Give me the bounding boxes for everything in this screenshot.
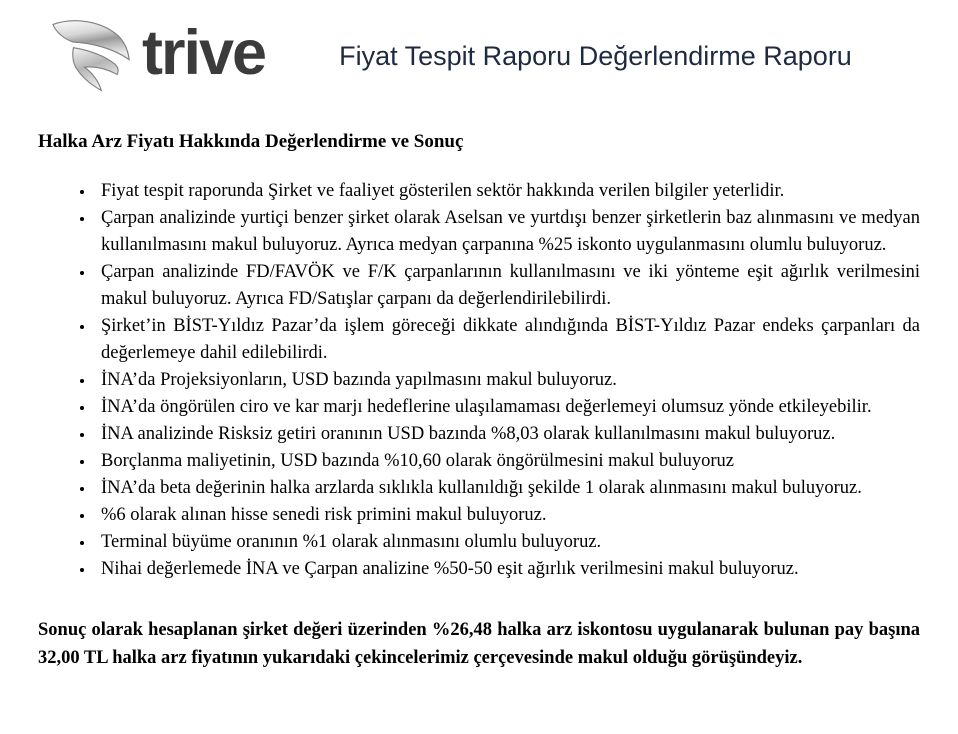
section-heading: Halka Arz Fiyatı Hakkında Değerlendirme ve Sonuç [38,131,464,152]
bullet-item: • Çarpan analizinde yurtiçi benzer şirket olarak Aselsan ve yurtdışı benzer şirketlerin baz alınmasını ve medyan kullanılmasını makul buluyoruz. Ayrıca medyan çarpanına %25 iskonto uygulanmasını olumlu buluyoruz. [95,205,920,259]
bullet-item: • İNA analizinde Risksiz getiri oranının USD bazında %8,03 olarak kullanılmasını makul buluyoruz. [95,421,920,448]
conclusion-paragraph: Sonuç olarak hesaplanan şirket değeri üzerinden %26,48 halka arz iskontosu uygulanarak bulunan pay başına 32,00 TL halka arz fiyatının yukarıdaki çekincelerimiz çerçevesinde makul olduğu görüşündeyiz. [38,620,920,668]
bullet-item: • Şirket’in BİST-Yıldız Pazar’da işlem göreceği dikkate alındığında BİST-Yıldız Pazar endeks çarpanları da değerlemeye dahil edilebilirdi. [95,313,920,367]
bullet-item: • İNA’da öngörülen ciro ve kar marjı hedeflerine ulaşılamaması değerlemeyi olumsuz yönde etkileyebilir. [95,394,920,421]
document-title: Fiyat Tespit Raporu Değerlendirme Raporu [339,40,852,71]
wing-icon [44,17,140,95]
trive-logo [44,17,265,95]
logo-wordmark: trive [142,17,266,88]
bullet-item: • %6 olarak alınan hisse senedi risk primini makul buluyoruz. [95,502,920,529]
bullet-item: • İNA’da Projeksiyonların, USD bazında yapılmasını makul buluyoruz. [95,367,920,394]
bullet-item: • İNA’da beta değerinin halka arzlarda sıklıkla kullanıldığı şekilde 1 olarak alınmasını makul buluyoruz. [95,475,920,502]
bullet-item: • Terminal büyüme oranının %1 olarak alınmasını olumlu buluyoruz. [95,529,920,556]
bullet-item: • Çarpan analizinde FD/FAVÖK ve F/K çarpanlarının kullanılmasını ve iki yönteme eşit ağırlık verilmesini makul buluyoruz. Ayrıca FD/Satışlar çarpanı da değerlendirilebilirdi. [95,259,920,313]
evaluation-bullet-list [0,178,920,583]
bullet-item: • Fiyat tespit raporunda Şirket ve faaliyet gösterilen sektör hakkında verilen bilgiler yeterlidir. [95,178,920,205]
bullet-item: • Borçlanma maliyetinin, USD bazında %10,60 olarak öngörülmesini makul buluyoruz [95,448,920,475]
report-header [0,0,958,98]
bullet-item: • Nihai değerlemede İNA ve Çarpan analizine %50-50 eşit ağırlık verilmesini makul buluyoruz. [95,556,920,583]
